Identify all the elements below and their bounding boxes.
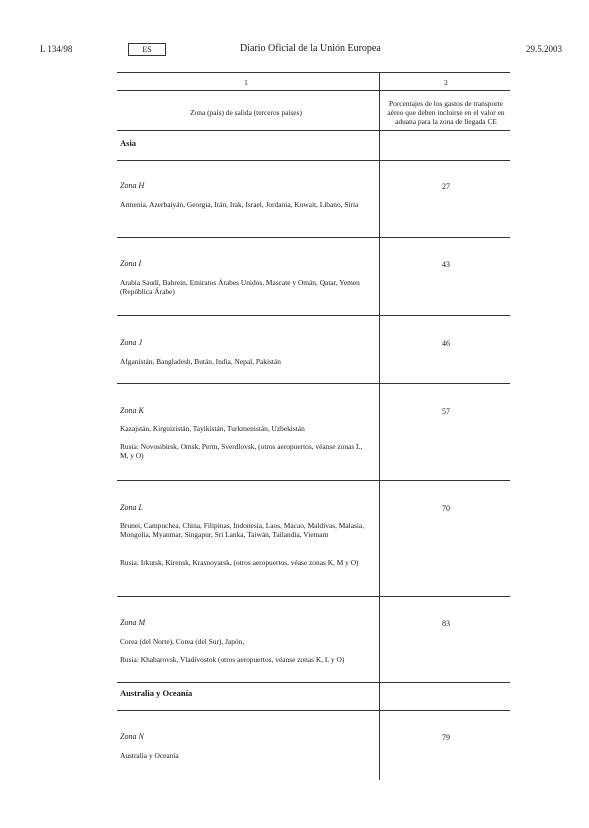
zone-n-percentage: 79 <box>442 733 450 742</box>
table-rule <box>117 682 510 683</box>
zone-i-percentage: 43 <box>442 260 450 269</box>
zone-k-name: Zona K <box>120 406 144 415</box>
zone-m-russia-note: Rusia: Khabarovsk, Vladivostok (otros aeropuertos, véanse zonas K, L y O) <box>120 655 345 664</box>
table-rule <box>117 383 510 384</box>
page-reference: L 134/98 <box>40 44 73 54</box>
zone-h-percentage: 27 <box>442 182 450 191</box>
zone-l-russia-note: Rusia: Irkutsk, Kirensk, Krasnoyarsk, (otros aeropuertos, véase zonas K, M y O) <box>120 558 359 567</box>
zone-i-countries: Arabia Saudí, Bahrein, Emiratos Árabes Unidos, Mascate y Omán, Qatar, Yemen (República Árabe) <box>120 278 360 296</box>
table-rule <box>117 480 510 481</box>
table-rule <box>117 237 510 238</box>
journal-title: Diario Oficial de la Unión Europea <box>240 43 381 54</box>
column-2-number: 2 <box>444 78 448 87</box>
zone-i-name: Zona I <box>120 259 142 268</box>
table-rule <box>117 160 510 161</box>
section-australia-oceania: Australia y Oceanía <box>120 688 193 698</box>
zone-n-countries: Australia y Oceanía <box>120 751 179 760</box>
zone-n-name: Zona N <box>120 732 144 741</box>
zone-m-percentage: 83 <box>442 619 450 628</box>
zone-m-name: Zona M <box>120 618 146 627</box>
column-1-number: 1 <box>244 78 248 87</box>
column-2-header: Porcentajes de los gastos de transporte aéreo que deben incluirse en el valor en aduana para la zona de llegada CE <box>387 99 505 126</box>
page-header <box>40 44 562 58</box>
table-rule <box>117 596 510 597</box>
language-badge: ES <box>128 43 166 56</box>
zone-m-countries: Corea (del Norte), Corea (del Sur), Japón, <box>120 637 245 646</box>
table-rule <box>117 315 510 316</box>
table-rule <box>117 72 510 73</box>
zone-l-percentage: 70 <box>442 504 450 513</box>
zone-k-russia-note: Rusia: Novosibirsk, Omsk, Perm, Sverdlovsk, (otros aeropuertos, véanse zonas L, M, y O) <box>120 442 363 460</box>
zone-h-countries: Armenia, Azerbaiyán, Georgia, Irán, Irak, Israel, Jordania, Kuwait, Líbano, Siria <box>120 200 359 209</box>
zone-j-name: Zona J <box>120 338 142 347</box>
air-transport-cost-table <box>117 72 510 780</box>
zone-l-name: Zona L <box>120 503 143 512</box>
zone-j-countries: Afganistán, Bangladesh, Bután, India, Nepal, Pakistán <box>120 357 281 366</box>
column-divider <box>379 72 380 780</box>
publication-date: 29.5.2003 <box>526 44 562 54</box>
column-1-header: Zona (país) de salida (terceros países) <box>190 108 302 117</box>
section-asia: Asia <box>120 138 137 148</box>
zone-j-percentage: 46 <box>442 339 450 348</box>
zone-k-percentage: 57 <box>442 407 450 416</box>
table-rule <box>117 130 510 131</box>
zone-k-countries: Kazajstán, Kirguizistán, Tayikistán, Turkmenistán, Uzbekistán <box>120 424 305 433</box>
table-rule <box>117 90 510 91</box>
zone-h-name: Zona H <box>120 181 145 190</box>
table-rule <box>117 710 510 711</box>
zone-l-countries: Brunei, Campuchea, China, Filipinas, Indonesia, Laos, Macao, Maldivas, Malasia, Mongolia, Myanmar, Singapur, Sri Lanka, Taiwán, Tailandia, Vietnam <box>120 521 365 539</box>
